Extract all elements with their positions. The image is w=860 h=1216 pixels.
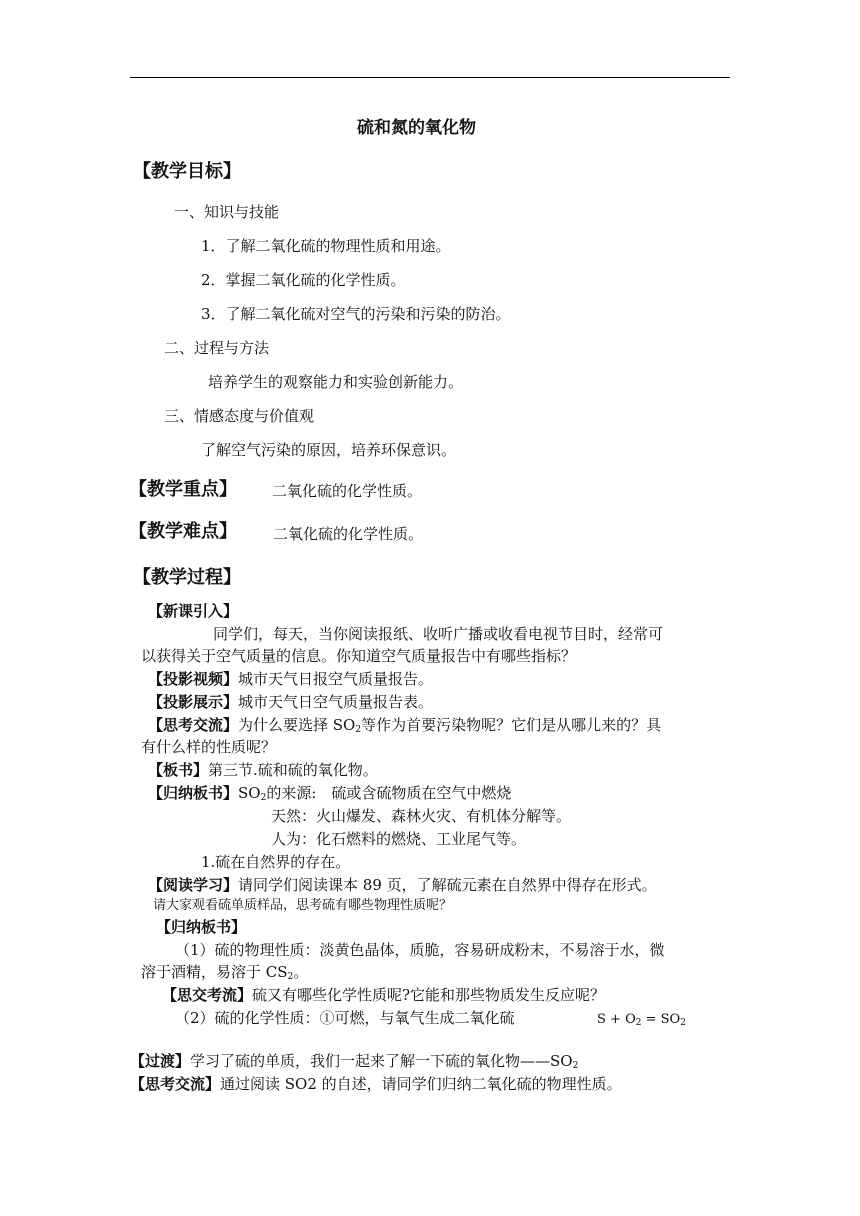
- sulfur-existence: 1.硫在自然界的存在。: [201, 853, 351, 871]
- cs2-subscript: 2: [287, 972, 294, 982]
- source-line: [148, 783, 511, 803]
- knowledge-item-2: 2．掌握二氧化硫的化学性质。: [201, 271, 406, 289]
- think2-line: [162, 985, 605, 1005]
- knowledge-item-3: 3．了解二氧化硫对空气的污染和污染的防治。: [201, 305, 511, 323]
- process-heading: 【教学过程】: [133, 567, 241, 588]
- source-text: 的来源: 硫或含硫物质在空气中燃烧: [266, 784, 512, 802]
- human-source: 人为：化石燃料的燃烧、工业尾气等。: [271, 830, 527, 848]
- chemical-text: （2）硫的化学性质：①可燃，与氧气生成二氧化硫: [175, 1009, 515, 1027]
- think-text-a: 为什么要选择 SO: [238, 716, 356, 734]
- header-rule: [130, 77, 730, 78]
- key-point-text: 二氧化硫的化学性质。: [272, 482, 423, 500]
- read-label: 【阅读学习】: [148, 876, 239, 894]
- sulfur-equation: [597, 1010, 686, 1030]
- goals-heading: 【教学目标】: [133, 161, 241, 182]
- knowledge-heading: 一、知识与技能: [174, 203, 280, 221]
- video-text: 城市天气日报空气质量报告。: [238, 670, 434, 688]
- o2-subscript: 2: [635, 1018, 642, 1028]
- so2-subscript: 2: [355, 725, 362, 735]
- so2-source-subscript: 2: [260, 793, 267, 803]
- emotion-text: 了解空气污染的原因，培养环保意识。: [201, 441, 457, 459]
- so2-product-subscript: 2: [680, 1018, 686, 1028]
- show-line: [148, 692, 433, 712]
- read-text: 请同学们阅读课本 89 页，了解硫元素在自然界中得存在形式。: [238, 876, 657, 894]
- intro-line-2: 以获得关于空气质量的信息。你知道空气质量报告中有哪些指标？: [141, 647, 577, 665]
- observe-text: 请大家观看硫单质样品，思考硫有哪些物理性质呢？: [153, 898, 453, 913]
- physical-text-b: 。: [293, 963, 309, 981]
- emotion-heading: 三、情感态度与价值观: [164, 407, 315, 425]
- physical-line-1: （1）硫的物理性质：淡黄色晶体，质脆，容易研成粉末，不易溶于水，微: [175, 941, 665, 959]
- physical-text-a: 溶于酒精，易溶于 CS: [141, 963, 288, 981]
- intro-label: 【新课引入】: [148, 602, 239, 620]
- process-method-text: 培养学生的观察能力和实验创新能力。: [208, 373, 464, 391]
- key-point-label: 【教学重点】: [129, 479, 237, 500]
- so2-text: SO: [238, 784, 261, 802]
- think3-line: [130, 1074, 622, 1094]
- intro-line-1: 同学们，每天，当你阅读报纸、收听广播或收看电视节目时，经常可: [213, 625, 664, 643]
- board-label: 【板书】: [148, 761, 209, 779]
- knowledge-item-1: 1．了解二氧化硫的物理性质和用途。: [201, 237, 451, 255]
- board-line: [148, 760, 378, 780]
- natural-source: 天然：火山爆发、森林火灾、有机体分解等。: [271, 807, 572, 825]
- board-text: 第三节.硫和硫的氧化物。: [208, 761, 378, 779]
- think2-text: 硫又有哪些化学性质呢?它能和那些物质发生反应呢？: [252, 986, 606, 1004]
- think-label: 【思考交流】: [148, 716, 239, 734]
- difficulty-text: 二氧化硫的化学性质。: [273, 525, 424, 543]
- transition-text: 学习了硫的单质，我们一起来了解一下硫的氧化物——SO: [190, 1052, 573, 1070]
- think-line: [148, 715, 661, 735]
- summary2-label: 【归纳板书】: [156, 918, 247, 936]
- equation-left: S + O: [597, 1012, 636, 1027]
- show-label: 【投影展示】: [148, 693, 239, 711]
- think-line-2: 有什么样的性质呢？: [141, 738, 277, 756]
- document-title: 硫和氮的氧化物: [357, 118, 476, 138]
- think3-text: 通过阅读 SO2 的自述，请同学们归纳二氧化硫的物理性质。: [220, 1075, 622, 1093]
- think-text-b: 等作为首要污染物呢？它们是从哪儿来的？具: [361, 716, 662, 734]
- video-line: [148, 669, 433, 689]
- physical-line-2: [141, 962, 308, 982]
- equation-right: = SO: [641, 1012, 681, 1027]
- think3-label: 【思考交流】: [130, 1075, 221, 1093]
- difficulty-label: 【教学难点】: [129, 521, 237, 542]
- transition-line: [130, 1051, 578, 1071]
- summary-label: 【归纳板书】: [148, 784, 239, 802]
- transition-subscript: 2: [572, 1061, 579, 1071]
- video-label: 【投影视频】: [148, 670, 239, 688]
- transition-label: 【过渡】: [130, 1052, 191, 1070]
- read-line: [148, 875, 657, 895]
- think2-label: 【思交考流】: [162, 986, 253, 1004]
- show-text: 城市天气日空气质量报告表。: [238, 693, 434, 711]
- process-method-heading: 二、过程与方法: [164, 339, 270, 357]
